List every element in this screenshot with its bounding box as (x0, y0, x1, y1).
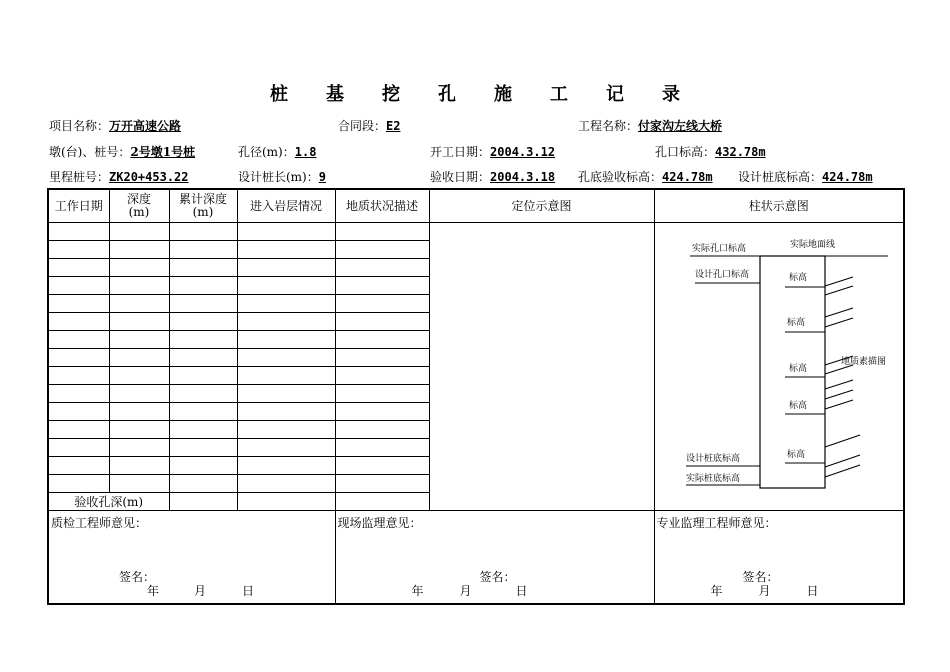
mouth-elev-value: 432.78m (715, 145, 766, 159)
site-opinion-label: 现场监理意见： (337, 516, 422, 530)
col-header-date: 工作日期 (48, 189, 109, 223)
title-char: 录 (662, 84, 680, 105)
elev-label-5: 标高 (787, 450, 806, 460)
project-value: 万开高速公路 (109, 119, 182, 133)
actual-bottom-label: 实际桩底标高 (686, 474, 741, 484)
contract-value: E2 (386, 119, 401, 133)
accept-date-value: 2004.3.18 (490, 170, 556, 184)
elev-label-2: 标高 (787, 318, 806, 328)
elev-label-4: 标高 (789, 401, 808, 411)
month-label: 月 (194, 584, 207, 598)
design-bottom-label: 设计桩底标高： (738, 170, 823, 184)
title-char: 工 (550, 84, 568, 105)
project-label: 项目名称： (49, 119, 110, 133)
elev-label-1: 标高 (789, 273, 808, 283)
col-header-geology: 地质状况描述 (335, 189, 429, 223)
col-header-column-diagram: 柱状示意图 (654, 189, 904, 223)
title-char: 挖 (382, 84, 400, 105)
title-char: 孔 (438, 84, 456, 105)
actual-ground-label: 实际地面线 (790, 240, 836, 250)
engineering-label: 工程名称： (578, 119, 639, 133)
contract-label: 合同段： (338, 119, 387, 133)
col-header-position-diagram: 定位示意图 (429, 189, 654, 223)
mouth-elev-label: 孔口标高： (655, 145, 716, 159)
month-label: 月 (758, 584, 771, 598)
accept-depth-label: 验收孔深(m) (48, 493, 169, 511)
col-header-rock: 进入岩层情况 (237, 189, 335, 223)
pro-opinion-label: 专业监理工程师意见： (656, 516, 777, 530)
signature-label: 签名： (119, 570, 156, 584)
design-bottom-value: 424.78m (822, 170, 873, 184)
month-label: 月 (459, 584, 472, 598)
year-label: 年 (411, 584, 424, 598)
mileage-label: 里程桩号： (49, 170, 110, 184)
pier-value: 2号墩1号桩 (130, 145, 196, 159)
title-char: 基 (326, 84, 344, 105)
design-mouth-label: 设计孔口标高 (695, 270, 750, 280)
start-date-value: 2004.3.12 (490, 145, 556, 159)
design-length-value: 9 (318, 170, 326, 184)
actual-mouth-label: 实际孔口标高 (692, 244, 747, 254)
mileage-value: ZK20+453.22 (109, 170, 189, 184)
geo-sketch-label: 地质素描图 (841, 357, 887, 367)
diameter-value: 1.8 (294, 145, 317, 159)
day-label: 日 (242, 584, 255, 598)
elev-label-3: 标高 (789, 364, 808, 374)
day-label: 日 (515, 584, 528, 598)
title-char: 记 (606, 84, 624, 105)
title-char: 桩 (270, 84, 288, 105)
pier-label: 墩(台)、桩号： (49, 145, 131, 159)
col-header-depth: 深度 (m) (109, 189, 169, 223)
col-header-cum-depth: 累计深度 (m) (169, 189, 237, 223)
bottom-accept-value: 424.78m (662, 170, 713, 184)
bottom-accept-label: 孔底验收标高： (578, 170, 663, 184)
qc-opinion-label: 质检工程师意见： (51, 516, 148, 530)
title-char: 施 (494, 84, 512, 105)
accept-date-label: 验收日期： (430, 170, 491, 184)
signature-label: 签名： (479, 570, 516, 584)
year-label: 年 (710, 584, 723, 598)
start-date-label: 开工日期： (430, 145, 491, 159)
signature-label: 签名： (742, 570, 779, 584)
year-label: 年 (147, 584, 160, 598)
day-label: 日 (806, 584, 819, 598)
design-bottom-label: 设计桩底标高 (686, 454, 741, 464)
engineering-value: 付家沟左线大桥 (638, 119, 723, 133)
design-length-label: 设计桩长(m)： (238, 170, 319, 184)
diameter-label: 孔径(m)： (238, 145, 295, 159)
